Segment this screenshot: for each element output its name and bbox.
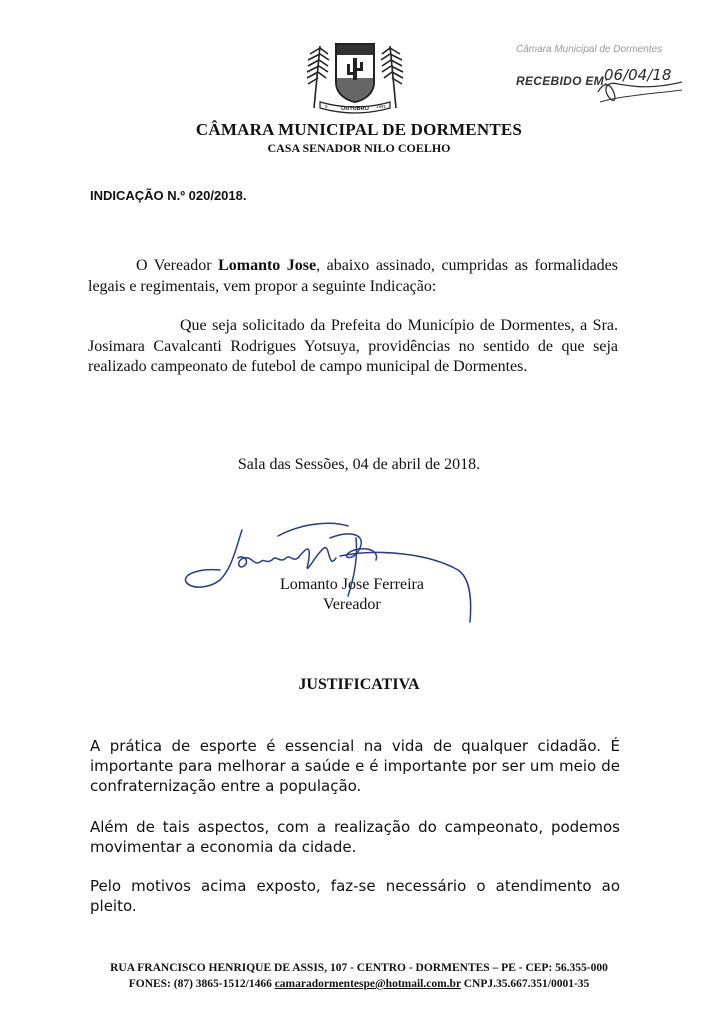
- document-reference: INDICAÇÃO N.º 020/2018.: [90, 188, 247, 203]
- footer-cnpj: CNPJ.35.667.351/0001-35: [463, 978, 590, 990]
- footer-address: RUA FRANCISCO HENRIQUE DE ASSIS, 107 - CENTRO - DORMENTES – PE - CEP: 56.355-000: [110, 962, 608, 974]
- justification-paragraph: Além de tais aspectos, com a realização do campeonato, podemos movimentar a economia da cidade.: [90, 818, 620, 856]
- signer-role: Vereador: [323, 596, 381, 613]
- crest-banner-text: OUTUBRO: [341, 106, 369, 112]
- organization-title: CÂMARA MUNICIPAL DE DORMENTES: [195, 120, 523, 139]
- stamp-initials-scribble: [590, 60, 690, 110]
- crest-right-year: 1991: [376, 104, 387, 109]
- footer-email-link[interactable]: camaradormentespe@hotmail.com.br: [274, 978, 461, 990]
- footer-phones: FONES: (87) 3865-1512/1466: [128, 978, 272, 990]
- stamp-date: 06/04/18: [604, 66, 672, 84]
- intro-text-before: O Vereador: [136, 257, 219, 274]
- municipal-coat-of-arms: [300, 38, 410, 116]
- intro-paragraph: [88, 256, 618, 297]
- place-and-date: Sala das Sessões, 04 de abril de 2018.: [237, 456, 481, 473]
- stamp-received-label: RECEBIDO EM:: [516, 74, 609, 88]
- intro-text-after: , abaixo assinado, cumpridas as formalidades legais e regimentais, vem propor a seguinte Indicação:: [88, 257, 618, 295]
- justification-paragraph: Pelo motivos acima exposto, faz-se necessário o atendimento ao pleito.: [90, 877, 620, 915]
- justification-paragraph: A prática de esporte é essencial na vida de qualquer cidadão. É importante para melhorar a saúde e é importante por ser um meio de confraternização entre a população.: [90, 737, 620, 795]
- request-paragraph: Que seja solicitado da Prefeita do Município de Dormentes, a Sra. Josimara Cavalcanti Rodrigues Yotsuya, providências no sentido de que seja realizado campeonato de futebol de campo municipal de Dormentes.: [88, 317, 618, 375]
- justification-title: JUSTIFICATIVA: [298, 676, 420, 693]
- stamp-organization: Câmara Municipal de Dormentes: [516, 44, 663, 55]
- footer-contacts: [0, 978, 718, 990]
- signer-name: Lomanto Jose Ferreira: [280, 576, 424, 593]
- councilor-name: Lomanto Jose: [218, 257, 317, 274]
- organization-subtitle: CASA SENADOR NILO COELHO: [267, 141, 451, 155]
- crest-left-year: 9: [325, 104, 328, 109]
